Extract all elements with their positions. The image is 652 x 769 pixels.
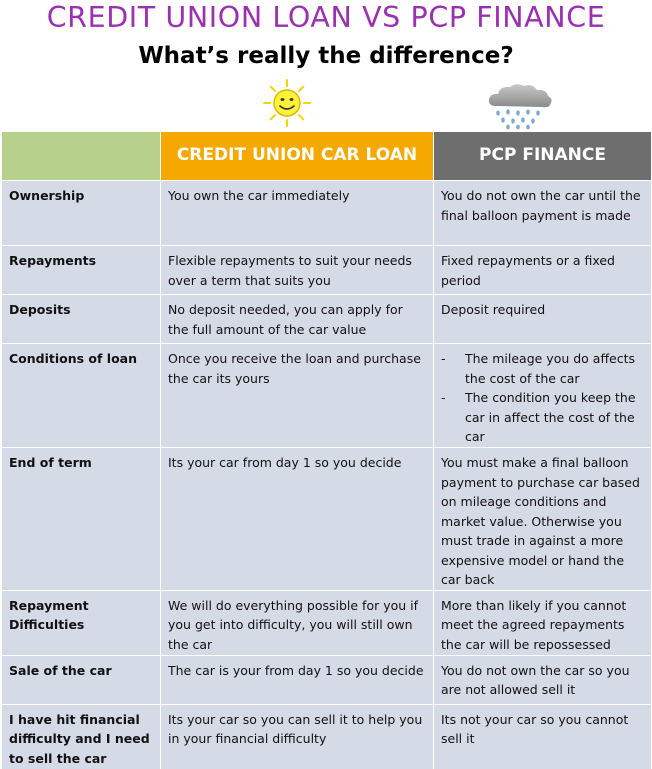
list-item: - The mileage you do affects the cost of the car — [441, 349, 645, 388]
table-row — [2, 655, 652, 704]
pcp-cell — [434, 344, 652, 448]
credit-union-cell: We will do everything possible for you if you get into difficulty, you will still own the car — [161, 590, 434, 655]
rain-cloud-icon — [486, 82, 554, 130]
header-blank-cell — [2, 132, 161, 181]
credit-union-cell: The car is your from day 1 so you decide — [161, 655, 434, 704]
row-label: Repayment Difficulties — [2, 590, 161, 655]
header-credit-union-car-loan: CREDIT UNION CAR LOAN — [161, 132, 434, 181]
pcp-cell: You do not own the car until the final balloon payment is made — [434, 181, 652, 246]
row-label: End of term — [2, 448, 161, 591]
pcp-cell: Its not your car so you cannot sell it — [434, 704, 652, 769]
header-pcp-finance: PCP FINANCE — [434, 132, 652, 181]
table-row — [2, 704, 652, 769]
credit-union-cell: No deposit needed, you can apply for the full amount of the car value — [161, 295, 434, 344]
credit-union-cell: Once you receive the loan and purchase the car its yours — [161, 344, 434, 448]
pcp-cell: Deposit required — [434, 295, 652, 344]
credit-union-cell: You own the car immediately — [161, 181, 434, 246]
table-row — [2, 590, 652, 655]
credit-union-cell: Flexible repayments to suit your needs over a term that suits you — [161, 246, 434, 295]
row-label: Ownership — [2, 181, 161, 246]
pcp-cell: You must make a final balloon payment to purchase car based on mileage conditions and market value. Otherwise you must trade in against a more expensive model or hand the car back — [434, 448, 652, 591]
page-subtitle: What’s really the difference? — [138, 43, 514, 69]
pcp-cell: You do not own the car so you are not allowed sell it — [434, 655, 652, 704]
page-title: CREDIT UNION LOAN VS PCP FINANCE — [46, 1, 606, 34]
table-header-row — [2, 132, 652, 181]
row-label: Deposits — [2, 295, 161, 344]
credit-union-cell: Its your car so you can sell it to help you in your financial difficulty — [161, 704, 434, 769]
row-label: Repayments — [2, 246, 161, 295]
pcp-bullet-list — [441, 349, 645, 447]
table-row — [2, 344, 652, 448]
list-item: - The condition you keep the car in affect the cost of the car — [441, 388, 645, 447]
pcp-cell: More than likely if you cannot meet the agreed repayments the car will be repossessed — [434, 590, 652, 655]
row-label: Sale of the car — [2, 655, 161, 704]
pcp-cell: Fixed repayments or a fixed period — [434, 246, 652, 295]
table-row — [2, 448, 652, 591]
credit-union-cell: Its your car from day 1 so you decide — [161, 448, 434, 591]
table-row — [2, 295, 652, 344]
comparison-table — [1, 131, 652, 769]
table-row — [2, 181, 652, 246]
sun-icon — [262, 78, 312, 128]
row-label: Conditions of loan — [2, 344, 161, 448]
table-row — [2, 246, 652, 295]
row-label: I have hit financial difficulty and I need to sell the car — [2, 704, 161, 769]
